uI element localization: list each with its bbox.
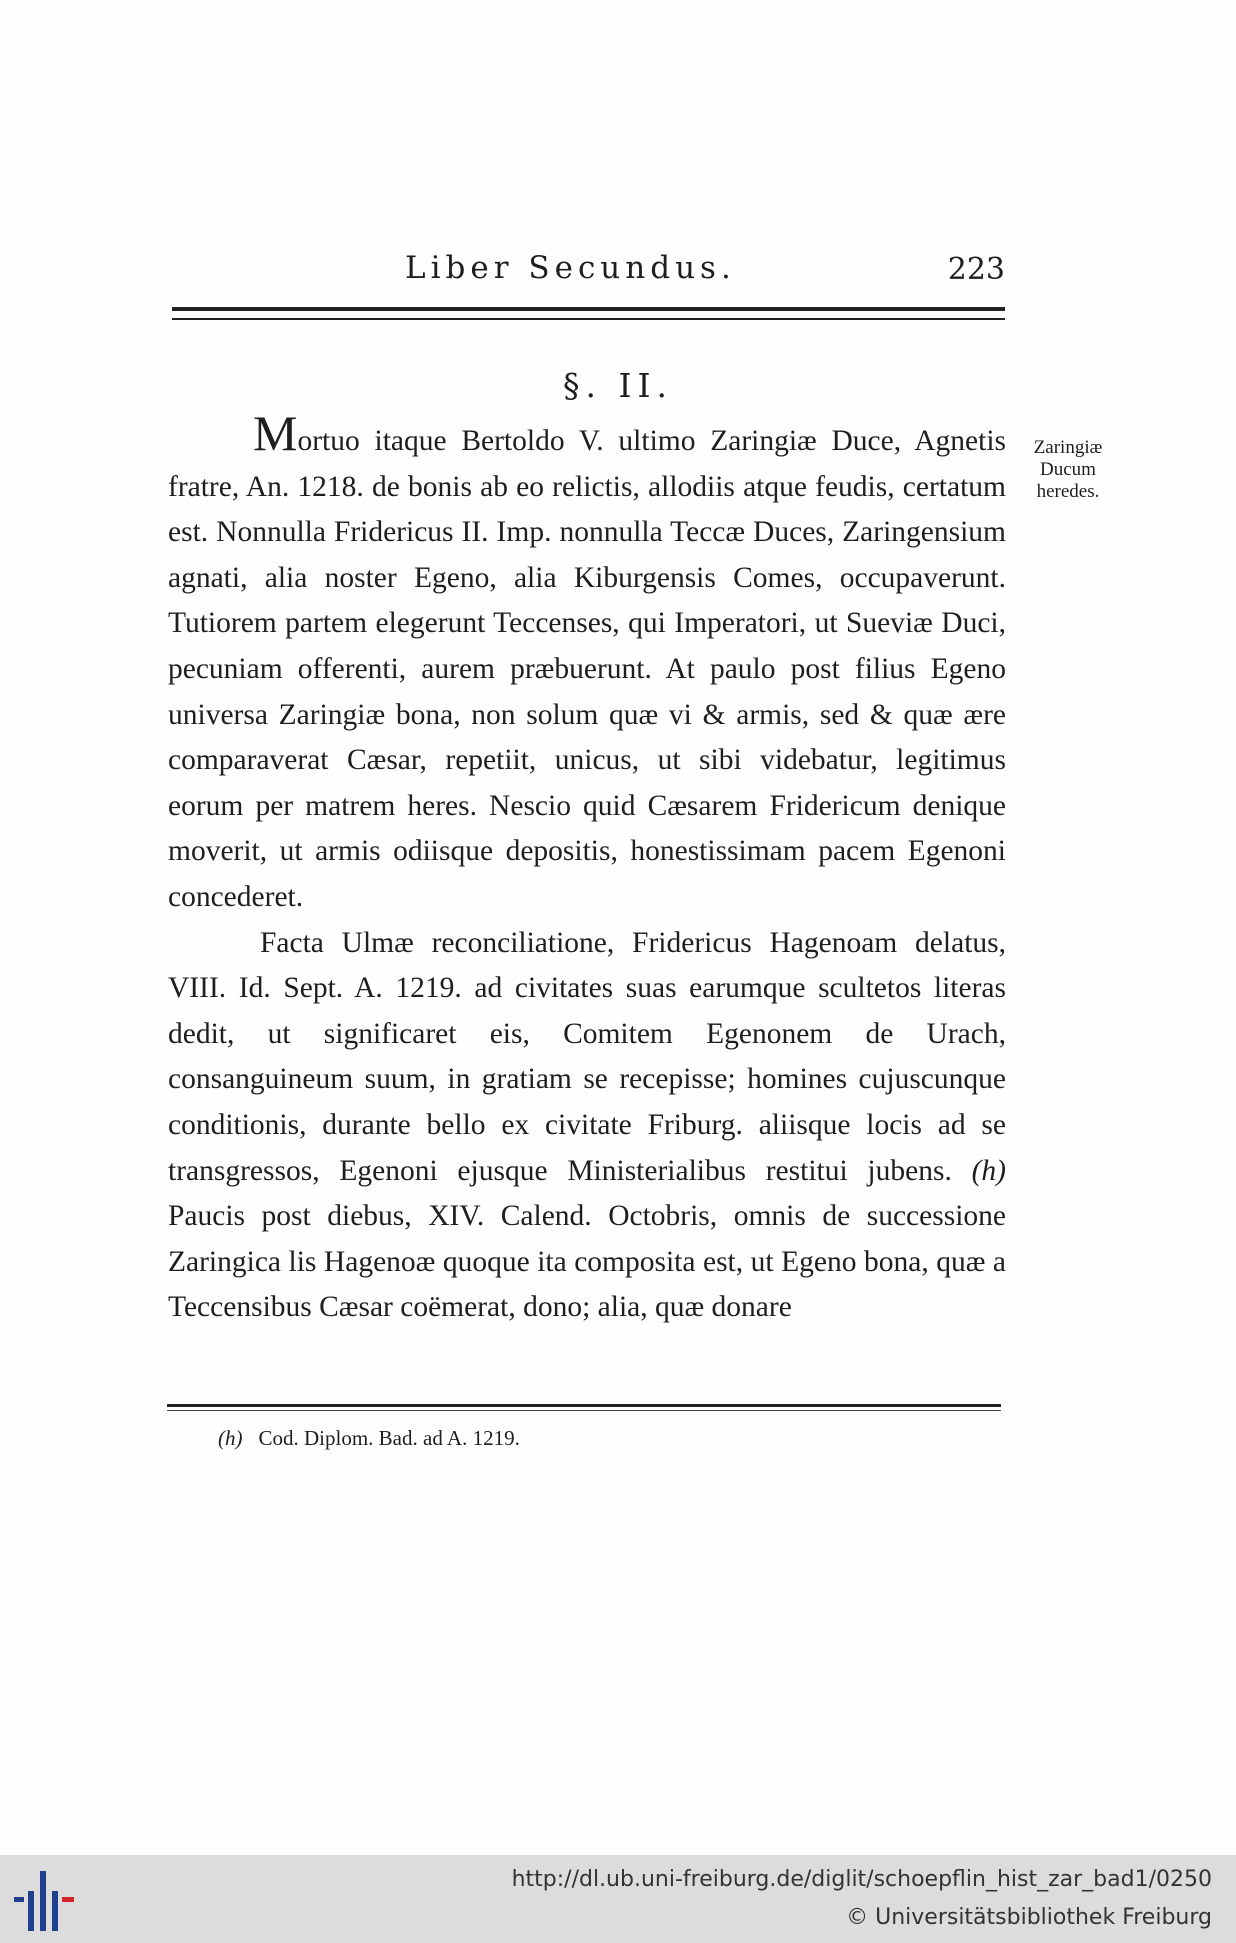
footnote-mark: (h) bbox=[218, 1426, 243, 1450]
paragraph-2-text-b: Paucis post diebus, XIV. Calend. Octobris, omnis de successione Zaringica lis Hagenoæ quoque ita composita est, ut Egeno bona, quæ a Teccensibus Cæsar coëmerat, dono; alia, quæ donare bbox=[168, 1200, 1006, 1324]
footnote-reference: (h) bbox=[971, 1154, 1007, 1187]
margin-note bbox=[1018, 437, 1118, 503]
running-title: Liber Secundus. bbox=[405, 250, 736, 286]
permalink-url[interactable]: http://dl.ub.uni-freiburg.de/diglit/schoepflin_hist_zar_bad1/0250 bbox=[511, 1867, 1212, 1892]
footnote-rule-thin bbox=[167, 1410, 1001, 1411]
initial-letter: M bbox=[253, 405, 298, 461]
margin-note-line: Zaringiæ bbox=[1033, 437, 1103, 458]
footnote-rule bbox=[167, 1404, 1001, 1407]
margin-note-line: Ducum bbox=[1040, 459, 1096, 480]
page-number: 223 bbox=[947, 252, 1005, 287]
paragraph-2 bbox=[168, 921, 1006, 1331]
viewer-footer bbox=[0, 1855, 1236, 1943]
footnote bbox=[218, 1426, 520, 1451]
copyright-notice: © Universitätsbibliothek Freiburg bbox=[846, 1905, 1212, 1930]
paragraph-1-text: ortuo itaque Bertoldo V. ultimo Zaringiæ Duce, Agnetis fratre, An. 1218. de bonis ab eo relictis, allodiis atque feudis, certatum est. Nonnulla Fridericus II. Imp. nonnulla Teccæ Duces, Zaringensium agnati, alia noster Egeno, alia Kiburgensis Comes, occupaverunt. Tutiorem partem elegerunt Teccenses, qui Imperatori, ut Sueviæ Duci, pecuniam offerenti, aurem præbuerunt. At paulo post filius Egeno universa Zaringiæ bona, non solum quæ vi & armis, sed & quæ ære comparaverat Cæsar, repetiit, unicus, ut sibi videbatur, legitimus eorum per matrem heres. Nescio quid Cæsarem Fridericum denique moverit, ut armis odiisque depositis, honestissimam pacem Egenoni concederet. bbox=[168, 425, 1006, 913]
header-rule-bottom bbox=[172, 318, 1005, 320]
running-head bbox=[170, 250, 1005, 290]
section-heading: §. II. bbox=[562, 366, 674, 405]
body-text bbox=[168, 405, 1007, 1331]
paragraph-1 bbox=[168, 405, 1006, 921]
footnote-text: Cod. Diplom. Bad. ad A. 1219. bbox=[258, 1426, 520, 1450]
ub-freiburg-logo-icon[interactable] bbox=[10, 1865, 80, 1935]
paragraph-2-text-a: Facta Ulmæ reconciliatione, Fridericus Hagenoam delatus, VIII. Id. Sept. A. 1219. ad civitates suas earumque scultetos literas dedit, ut significaret eis, Comitem Egenonem de Urach, consanguineum suum, in gratiam se recepisse; homines cujuscunque conditionis, durante bello ex civitate Friburg. aliisque locis ad se transgressos, Egenoni ejusque Ministerialibus restitui jubens. bbox=[168, 926, 1006, 1187]
margin-note-line: heredes. bbox=[1036, 481, 1100, 502]
header-rule-top bbox=[172, 307, 1005, 311]
